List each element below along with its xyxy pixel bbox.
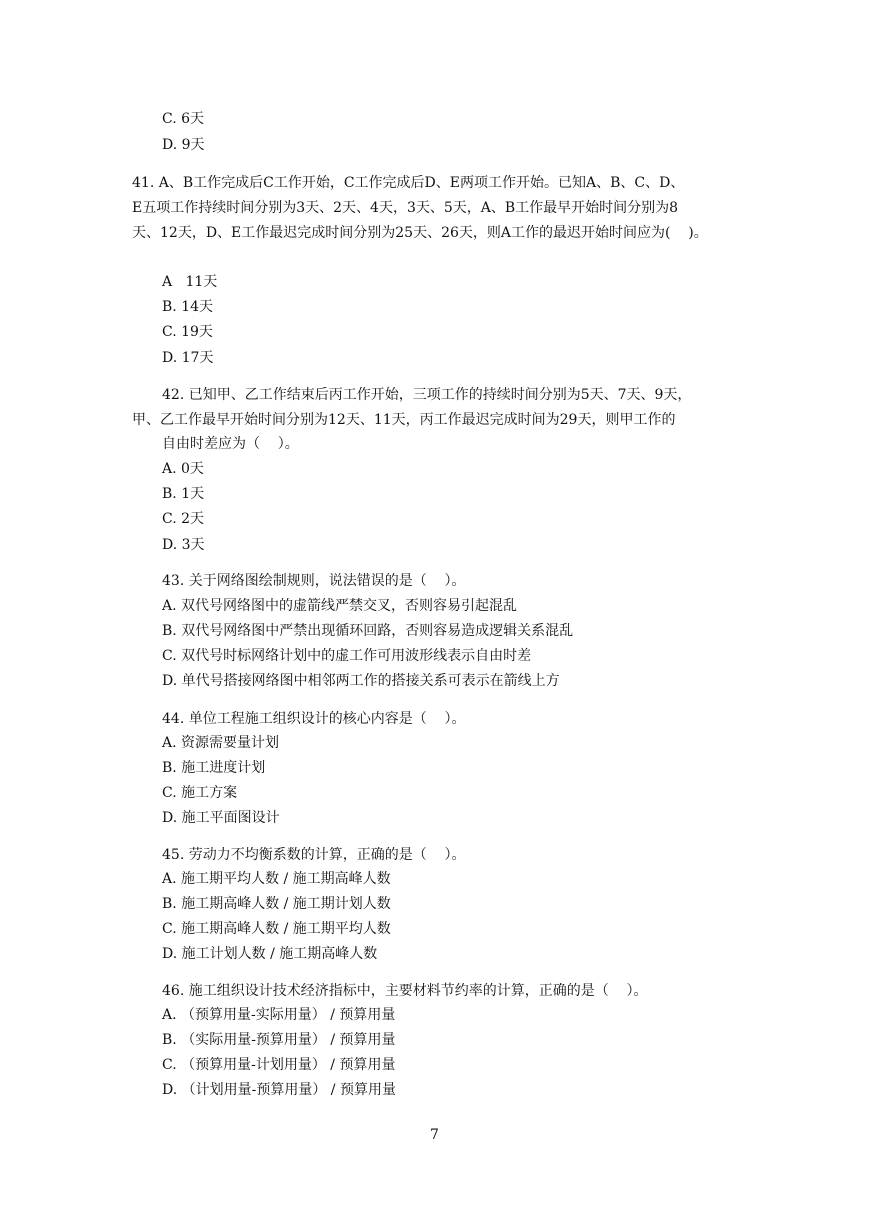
q45-option-b: B. 施工期高峰人数 / 施工期计划人数 [162,896,391,912]
q44-option-c: C. 施工方案 [162,785,238,801]
q43-option-d: D. 单代号搭接网络图中相邻两工作的搭接关系可表示在箭线上方 [162,673,560,689]
q40-option-c: C. 6天 [162,111,205,127]
q46-option-a: A. （预算用量-实际用量） / 预算用量 [162,1007,396,1023]
q42-stem-line-1: 42. 已知甲、乙工作结束后丙工作开始，三项工作的持续时间分别为5天、7天、9天， [162,387,692,403]
q42-option-d: D. 3天 [162,537,205,553]
q41-stem-line-2: E五项工作持续时间分别为3天、2天、4天，3天、5天，A、B工作最早开始时间分别为8 [132,200,679,216]
q45-option-c: C. 施工期高峰人数 / 施工期平均人数 [162,921,391,937]
q41-stem-line-1: 41. A、B工作完成后C工作开始，C工作完成后D、E两项工作开始。已知A、B、C、D、 [132,175,685,191]
q44-option-d: D. 施工平面图设计 [162,810,280,826]
q41-option-d: D. 17天 [162,350,214,366]
q42-stem-line-2: 甲、乙工作最早开始时间分别为12天、11天，丙工作最迟完成时间为29天，则甲工作的 [132,412,676,428]
q42-option-a: A. 0天 [162,461,204,477]
q46-option-c: C. （预算用量-计划用量） / 预算用量 [162,1057,396,1073]
q46-option-d: D. （计划用量-预算用量） / 预算用量 [162,1082,396,1098]
q45-option-d: D. 施工计划人数 / 施工期高峰人数 [162,946,378,962]
q41-stem-line-3: 天、12天，D、E工作最迟完成时间分别为25天、26天，则A工作的最迟开始时间应为( )。 [132,225,708,241]
q45-option-a: A. 施工期平均人数 / 施工期高峰人数 [162,871,391,887]
page-number: 7 [430,1127,439,1143]
q46-option-b: B. （实际用量-预算用量） / 预算用量 [162,1032,396,1048]
q43-stem: 43. 关于网络图绘制规则，说法错误的是（ ）。 [162,573,466,589]
q42-option-b: B. 1天 [162,486,205,502]
q44-stem: 44. 单位工程施工组织设计的核心内容是（ ）。 [162,711,466,727]
q43-option-a: A. 双代号网络图中的虚箭线严禁交叉，否则容易引起混乱 [162,598,518,614]
q41-option-a: A 11天 [162,274,218,290]
q46-stem: 46. 施工组织设计技术经济指标中，主要材料节约率的计算，正确的是（ ）。 [162,983,648,999]
q40-option-d: D. 9天 [162,137,205,153]
q44-option-a: A. 资源需要量计划 [162,735,280,751]
q42-stem-line-3: 自由时差应为（ ）。 [162,436,299,452]
q42-option-c: C. 2天 [162,511,205,527]
q43-option-c: C. 双代号时标网络计划中的虚工作可用波形线表示自由时差 [162,648,532,664]
q43-option-b: B. 双代号网络图中严禁出现循环回路，否则容易造成逻辑关系混乱 [162,623,574,639]
q41-option-b: B. 14天 [162,299,214,315]
q44-option-b: B. 施工进度计划 [162,760,266,776]
q41-option-c: C. 19天 [162,324,213,340]
q45-stem: 45. 劳动力不均衡系数的计算，正确的是（ ）。 [162,847,466,863]
